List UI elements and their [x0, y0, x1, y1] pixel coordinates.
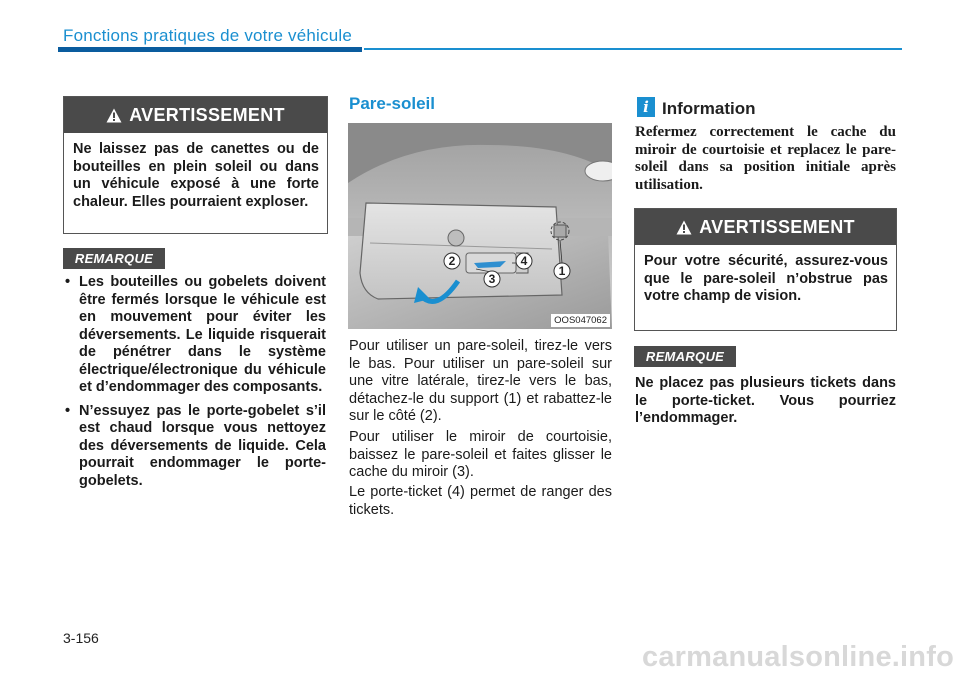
callout-4: 4 — [520, 254, 528, 268]
warning-triangle-icon — [106, 108, 122, 123]
section-title: Fonctions pratiques de votre véhicule — [63, 26, 353, 45]
remarque-label: REMARQUE — [63, 248, 165, 269]
warning-header — [64, 97, 327, 133]
warning-title: AVERTISSEMENT — [699, 216, 855, 237]
information-text: Refermez correctement le cache du miroir de courtoisie et replacez le pare-soleil dans sa position initiale après utilisation. — [635, 124, 896, 193]
warning-box-bottles — [63, 96, 328, 234]
bullet-item: • Les bouteilles ou gobelets doivent être fermés lorsque le véhicule est en mouvement pour éviter les déversements. Le liquide risquerait de pénétrer dans le système électrique/électronique du véhicule et d’endommager des composants. — [63, 274, 326, 397]
sun-visor-illustration — [348, 123, 612, 329]
warning-text: Ne laissez pas de canettes ou de bouteilles en plein soleil ou dans un véhicule exposé à une forte chaleur. Elles pourraient exploser. — [73, 141, 319, 210]
warning-title: AVERTISSEMENT — [129, 104, 285, 125]
image-code: OOS047062 — [551, 314, 610, 327]
warning-header — [635, 209, 896, 245]
paragraph: Pour utiliser le miroir de courtoisie, baissez le pare-soleil et faites glisser le cache du miroir (3). — [349, 429, 612, 480]
watermark: carmanualsonline.info — [642, 641, 954, 673]
callout-1: 1 — [558, 264, 566, 278]
page-number: 3-156 — [63, 630, 99, 646]
callout-2: 2 — [448, 254, 456, 268]
remarque-label: REMARQUE — [634, 346, 736, 367]
header-bar — [58, 47, 362, 52]
header-rule — [364, 48, 902, 50]
information-title: Information — [662, 99, 756, 118]
warning-text: Pour votre sécurité, assurez-vous que le pare-soleil n’obstrue pas votre champ de vision. — [644, 253, 888, 304]
info-icon: i — [637, 97, 655, 117]
paragraph: Pour utiliser un pare-soleil, tirez-le vers le bas. Pour utiliser un pare-soleil sur une vitre latérale, tirez-le vers le bas, détachez-le du support (1) et rabattez-le sur le côté (2). — [349, 338, 612, 424]
bullet-list — [63, 274, 326, 496]
warning-box-visor — [634, 208, 897, 331]
bullet-item: • N’essuyez pas le porte-gobelet s’il est chaud lorsque vous nettoyez des déversements de liquide. Cela pourrait endommager le porte-gobelets. — [63, 403, 326, 491]
callout-3: 3 — [488, 272, 496, 286]
warning-triangle-icon — [676, 220, 692, 235]
sun-visor-title: Pare-soleil — [349, 94, 435, 113]
paragraph: Le porte-ticket (4) permet de ranger des tickets. — [349, 484, 612, 518]
remarque-text: Ne placez pas plusieurs tickets dans le porte-ticket. Vous pourriez l’endommager. — [635, 375, 896, 426]
